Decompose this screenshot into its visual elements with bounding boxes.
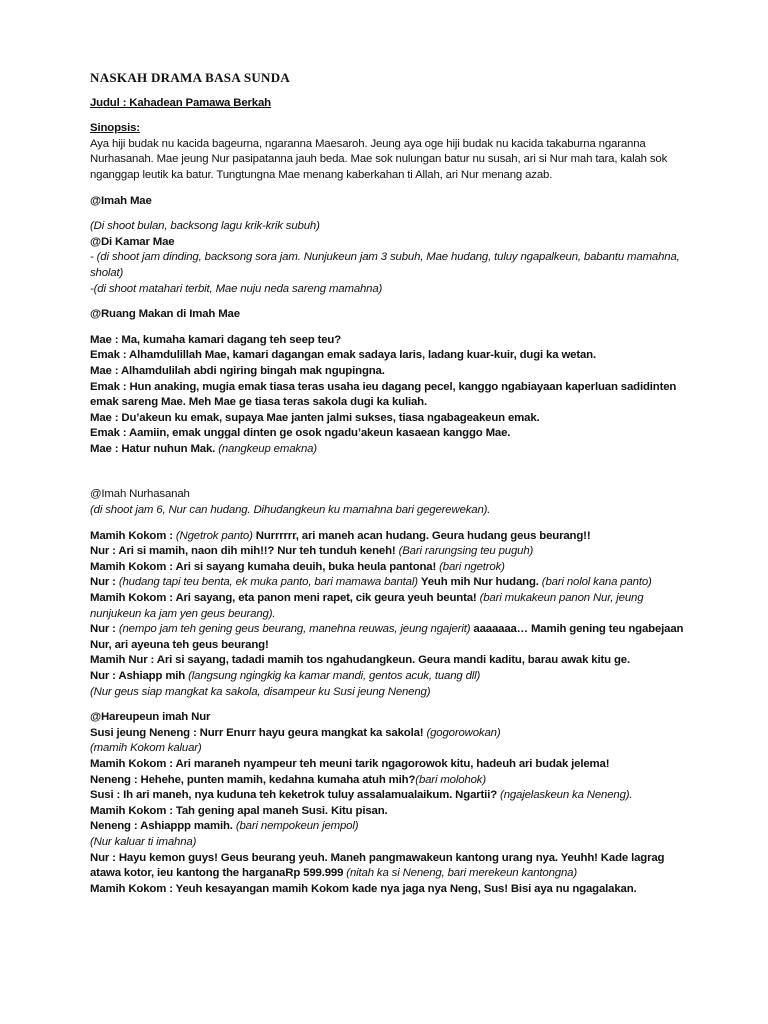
dialogue-line (90, 773, 690, 789)
dialogue-line: Mamih Kokom : Tah gening apal maneh Susi. Kitu pisan. (90, 804, 388, 817)
dialogue-line (90, 544, 690, 560)
dialogue-line (90, 560, 690, 576)
dialogue-text: Nur : Hayu kemon guys! Geus beurang yeuh. Maneh pangmawakeun kantong urang nya. Yeuhh! Kade lagrag atawa kotor, ieu kantong the harganaRp 599.999 (90, 851, 665, 880)
speaker: Mamih Kokom : (90, 529, 173, 542)
dialogue-line (90, 788, 690, 804)
dialogue-text: Mamih Kokom : Ari si sayang kumaha deuih, buka heula pantona! (90, 560, 437, 573)
stage-direction: (di shoot jam 6, Nur can hudang. Dihudangkeun ku mamahna bari gegerewekan). (90, 504, 491, 517)
stage-direction: -(di shoot matahari terbit, Mae nuju neda sareng mamahna) (90, 282, 383, 295)
stage-direction: (hudang tapi teu benta, ek muka panto, bari mamawa bantal) (118, 576, 418, 589)
scene-heading: @Imah Nurhasanah (90, 488, 190, 501)
dialogue-line: Emak : Alhamdulillah Mae, kamari dagangan emak sadaya laris, ladang kuar-kuir, dugi ka wetan. (90, 349, 596, 362)
dialogue-text: Nur : Ashiapp mih (90, 670, 186, 682)
dialogue-text: aaaaaaa… Mamih gening teu ngabejaan Nur, ari ayeuna teh geus beurang! (90, 623, 684, 651)
stage-direction: (Nur geus siap mangkat ka sakola, disampeur ku Susi jeung Neneng) (90, 685, 431, 698)
stage-direction: (nangkeup emakna) (218, 442, 317, 455)
dialogue-line: Emak : Aamiin, emak unggal dinten ge osok ngadu’akeun kasaean kanggo Mae. (90, 427, 511, 440)
dialogue-line: Emak : Hun anaking, mugia emak tiasa teras usaha ieu dagang pecel, kanggo ngabiayaan kaperluan sadidinten emak sareng Mae. Meh Mae ge tiasa teras sakola dugi ka kuliah. (90, 380, 677, 409)
dialogue-line (90, 622, 690, 653)
dialogue-text: Neneng : Hehehe, punten mamih, kedahna kumaha atuh mih? (90, 773, 416, 786)
dialogue-text: Mamih Kokom : Ari sayang, eta panon meni rapet, cik geura yeuh beunta! (90, 592, 477, 605)
stage-direction: (ngajelaskeun ka Neneng). (500, 789, 633, 802)
stage-direction: (bari molohok) (415, 773, 486, 786)
dialogue-line: Mae : Alhamdulilah abdi ngiring bingah mak ngupingna. (90, 364, 385, 377)
scene-heading: @Hareupeun imah Nur (90, 711, 211, 724)
stage-direction: (Nur kaluar ti imahna) (90, 835, 197, 848)
dialogue-line: Mamih Nur : Ari si sayang, tadadi mamih tos ngahudangkeun. Geura mandi kaditu, barau awak kitu ge. (90, 654, 630, 667)
stage-direction: (langsung ngingkig ka kamar mandi, gentos acuk, tuang dll) (188, 670, 481, 682)
stage-direction: (bari nolol kana panto) (541, 576, 652, 589)
sub-scene-heading: @Di Kamar Mae (90, 235, 175, 248)
speaker: Nur : (90, 623, 116, 636)
dialogue-line: Mae : Du’akeun ku emak, supaya Mae janten jalmi sukses, tiasa ngabageakeun emak. (90, 411, 540, 424)
stage-direction: (mamih Kokom kaluar) (90, 742, 202, 755)
dialogue-line: Mae : Ma, kumaha kamari dagang teh seep teu? (90, 333, 342, 346)
synopsis-label: Sinopsis: (90, 122, 140, 135)
dialogue-line (90, 575, 690, 591)
dialogue-text: Mae : Hatur nuhun Mak. (90, 442, 216, 455)
dialogue-line (90, 529, 690, 545)
stage-direction: (Bari rarungsing teu puguh) (398, 545, 534, 558)
dialogue-line (90, 591, 690, 622)
dialogue-text: Nurrrrrr, ari maneh acan hudang. Geura hudang geus beurang!! (255, 529, 591, 542)
stage-direction: (gogorowokan) (426, 726, 501, 739)
dialogue-text: Nur : Ari si mamih, naon dih mih!!? Nur teh tunduh keneh! (90, 545, 396, 558)
stage-direction: (Ngetrok panto) (175, 529, 253, 542)
synopsis-text: Aya hiji budak nu kacida bageurna, ngaranna Maesaroh. Jeung aya oge hiji budak nu kacida takaburna ngaranna Nurhasanah. Mae jeung Nur pasipatanna jauh beda. Mae sok nulungan batur nu susah, ari si Nur mah tara, kalah sok nganggap leutik ka batur. Tungtungna Mae menang kaberkahan ti Allah, ari Nur menang azab. (90, 137, 668, 181)
stage-direction: (bari nempokeun jempol) (235, 820, 359, 833)
dialogue-text: Susi : Ih ari maneh, nya kuduna teh keketrok tuluy assalamualaikum. Ngartii? (90, 789, 498, 802)
stage-direction: (bari ngetrok) (439, 560, 505, 573)
stage-direction: (Di shoot bulan, backsong lagu krik-krik subuh) (90, 220, 320, 233)
document-title: NASKAH DRAMA BASA SUNDA (90, 70, 291, 85)
stage-direction: - (di shoot jam dinding, backsong sora jam. Nunjukeun jam 3 subuh, Mae hudang, tuluy ngapalkeun, babantu mamahna, sholat) (90, 251, 680, 279)
dialogue-text: Susi jeung Neneng : Nurr Enurr hayu geura mangkat ka sakola! (90, 726, 424, 739)
dialogue-line (90, 819, 690, 835)
play-title: Judul : Kahadean Pamawa Berkah (90, 96, 271, 109)
speaker: Nur : (90, 576, 116, 589)
dialogue-text: Yeuh mih Nur hudang. (420, 576, 539, 589)
stage-direction: (nitah ka si Neneng, bari merekeun kantongna) (346, 867, 577, 880)
dialogue-line: Mamih Kokom : Yeuh kesayangan mamih Kokom kade nya jaga nya Neng, Sus! Bisi aya nu ngagalakan. (90, 882, 637, 895)
dialogue-line (90, 726, 690, 742)
document-page (90, 70, 690, 897)
dialogue-line (90, 851, 690, 882)
dialogue-line: Mamih Kokom : Ari maraneh nyampeur teh meuni tarik ngagorowok kitu, hadeuh ari budak jelema! (90, 757, 610, 770)
dialogue-text: Neneng : Ashiappp mamih. (90, 820, 233, 833)
dialogue-line (90, 669, 690, 685)
scene-heading: @Ruang Makan di Imah Mae (90, 308, 240, 321)
stage-direction: (nempo jam teh gening geus beurang, manehna reuwas, jeung ngajerit) (118, 623, 471, 636)
scene-heading: @Imah Mae (90, 194, 152, 207)
dialogue-line (90, 442, 690, 458)
stage-direction: (bari mukakeun panon Nur, jeung nunjukeun ka jam yen geus beurang). (90, 592, 644, 620)
